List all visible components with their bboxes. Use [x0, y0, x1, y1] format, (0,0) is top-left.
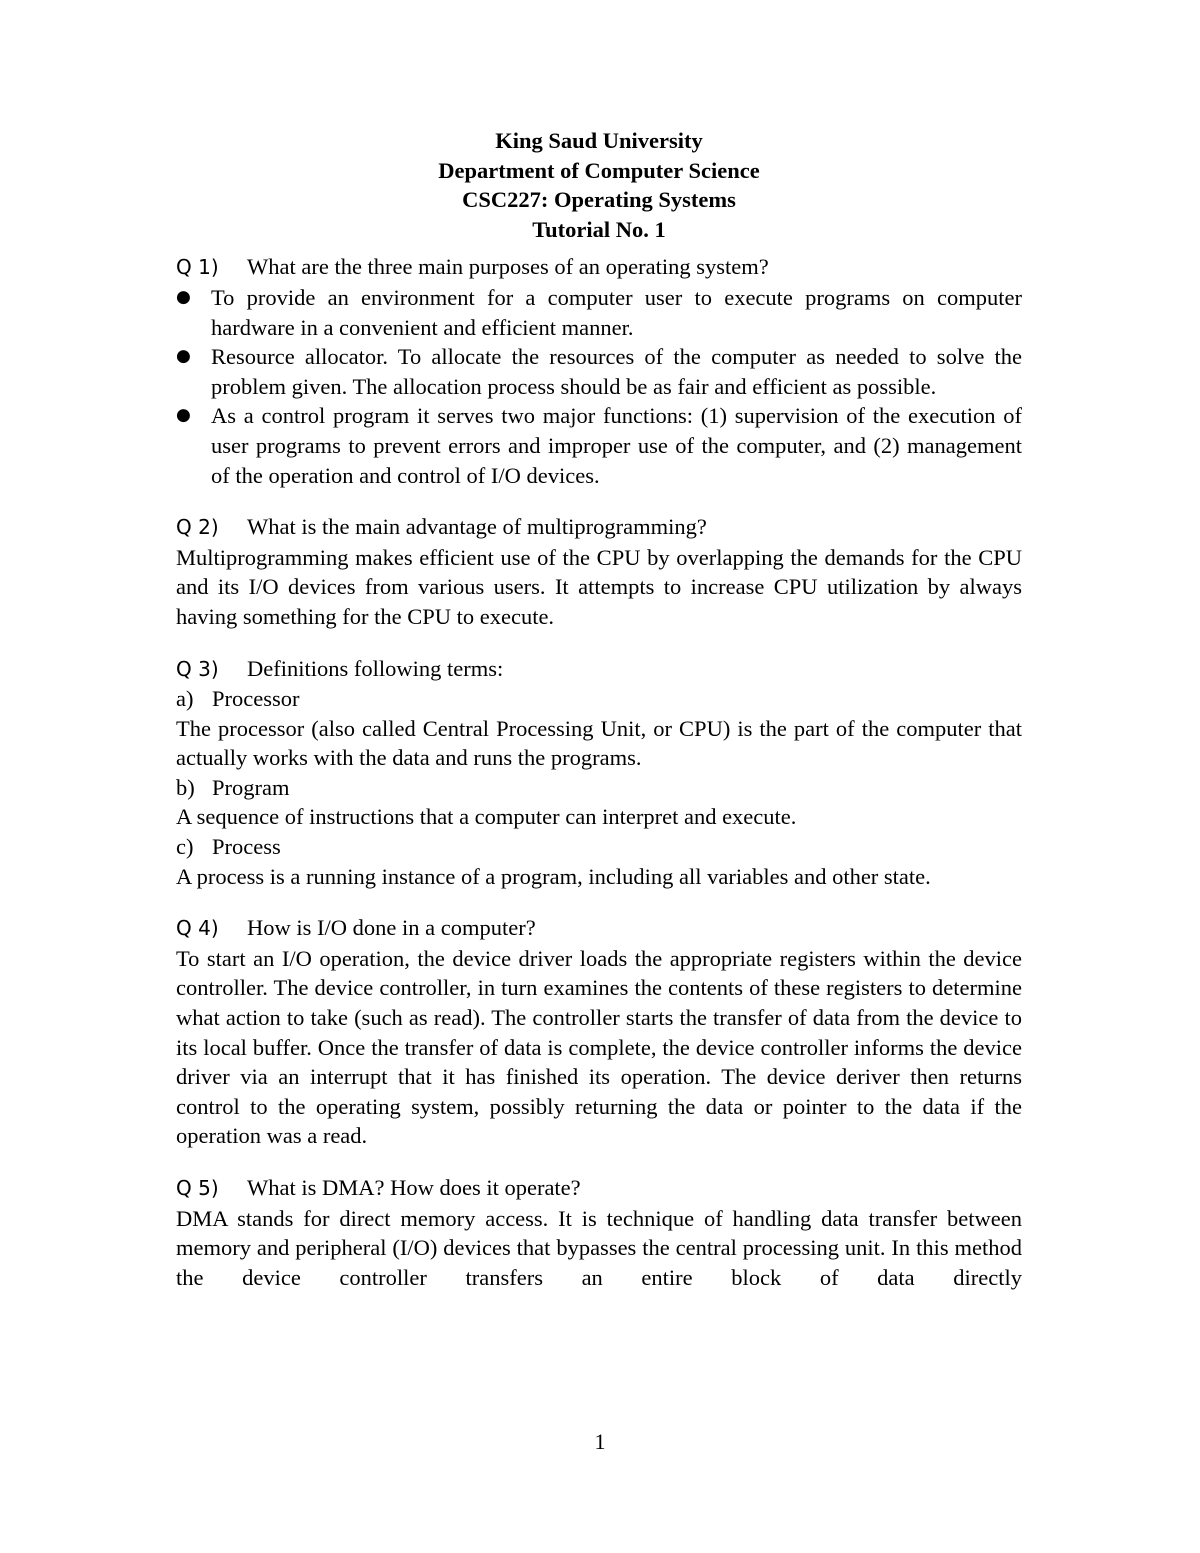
question-5-text: What is DMA? How does it operate?: [247, 1175, 581, 1200]
question-1-number: Q 1): [176, 255, 219, 280]
department-name: Department of Computer Science: [438, 157, 760, 183]
bullet-icon: ●: [176, 405, 191, 426]
list-item-text: As a control program it serves two major functions: (1) supervision of the execution of user programs to prevent errors and improper use of the computer, and (2) management of the operation and control of I/O devices.: [211, 403, 1022, 488]
document-header: [176, 126, 1022, 244]
question-5-answer: DMA stands for direct memory access. It is technique of handling data transfer between memory and peripheral (I/O) devices that bypasses the central processing unit. In this method the device controller transfers an entire block of data directly: [176, 1205, 1022, 1290]
question-4-number: Q 4): [176, 916, 219, 941]
term-label: b): [176, 774, 195, 800]
tutorial-title: Tutorial No. 1: [532, 216, 666, 242]
question-4-answer: To start an I/O operation, the device driver loads the appropriate registers within the device controller. The device controller, in turn examines the contents of these registers to determine what action to take (such as read). The controller starts the transfer of data from the device to its local buffer. Once the transfer of data is complete, the device controller informs the device driver via an interrupt that it has finished its operation. The device deriver then returns control to the operating system, possibly returning the data or pointer to the data if the operation was a read.: [176, 945, 1022, 1149]
page-number: 1: [594, 1429, 606, 1454]
question-4-line: [176, 913, 1022, 944]
term-b-definition: A sequence of instructions that a computer can interpret and execute.: [176, 804, 797, 830]
list-item: [176, 283, 1022, 342]
term-a-heading: [176, 684, 1022, 714]
bullet-icon: ●: [176, 286, 191, 307]
question-4: [176, 913, 1022, 1151]
list-item: [176, 342, 1022, 401]
question-2-answer: Multiprogramming makes efficient use of the CPU by overlapping the demands for the CPU and its I/O devices from various users. It attempts to increase CPU utilization by always having something for the CPU to execute.: [176, 544, 1022, 629]
question-1-line: [176, 252, 1022, 283]
term-c-heading: [176, 832, 1022, 862]
question-5-number: Q 5): [176, 1176, 219, 1200]
term-a-definition: The processor (also called Central Processing Unit, or CPU) is the part of the computer that actually works with the data and runs the programs.: [176, 715, 1022, 771]
question-2-line: [176, 512, 1022, 543]
question-1-answer-list: [176, 283, 1022, 490]
question-5-line: [176, 1173, 1022, 1204]
question-1-text: What are the three main purposes of an operating system?: [247, 254, 769, 280]
question-4-text: How is I/O done in a computer?: [247, 915, 536, 941]
question-3-number: Q 3): [176, 656, 219, 681]
question-1: [176, 252, 1022, 490]
term-c-definition: A process is a running instance of a program, including all variables and other state.: [176, 863, 931, 889]
bullet-icon: ●: [176, 346, 191, 367]
question-2-text: What is the main advantage of multiprogramming?: [247, 514, 707, 540]
term-name: Program: [212, 774, 290, 800]
question-3: [176, 654, 1022, 892]
list-item: [176, 401, 1022, 490]
term-label: c): [176, 834, 194, 860]
term-b-heading: [176, 773, 1022, 803]
course-title: CSC227: Operating Systems: [462, 187, 736, 213]
term-name: Process: [212, 834, 281, 860]
question-2-number: Q 2): [176, 515, 219, 540]
list-item-text: Resource allocator. To allocate the resources of the computer as needed to solve the problem given. The allocation process should be as fair and efficient as possible.: [211, 344, 1022, 399]
question-3-line: [176, 654, 1022, 685]
question-5: [176, 1173, 1022, 1292]
university-name: King Saud University: [495, 128, 703, 153]
question-3-text: Definitions following terms:: [247, 655, 504, 681]
term-label: a): [176, 686, 194, 712]
list-item-text: To provide an environment for a computer user to execute programs on computer hardware in a convenient and efficient manner.: [211, 284, 1022, 340]
term-name: Processor: [212, 686, 300, 712]
document-page: [176, 126, 1022, 1314]
question-2: [176, 512, 1022, 631]
